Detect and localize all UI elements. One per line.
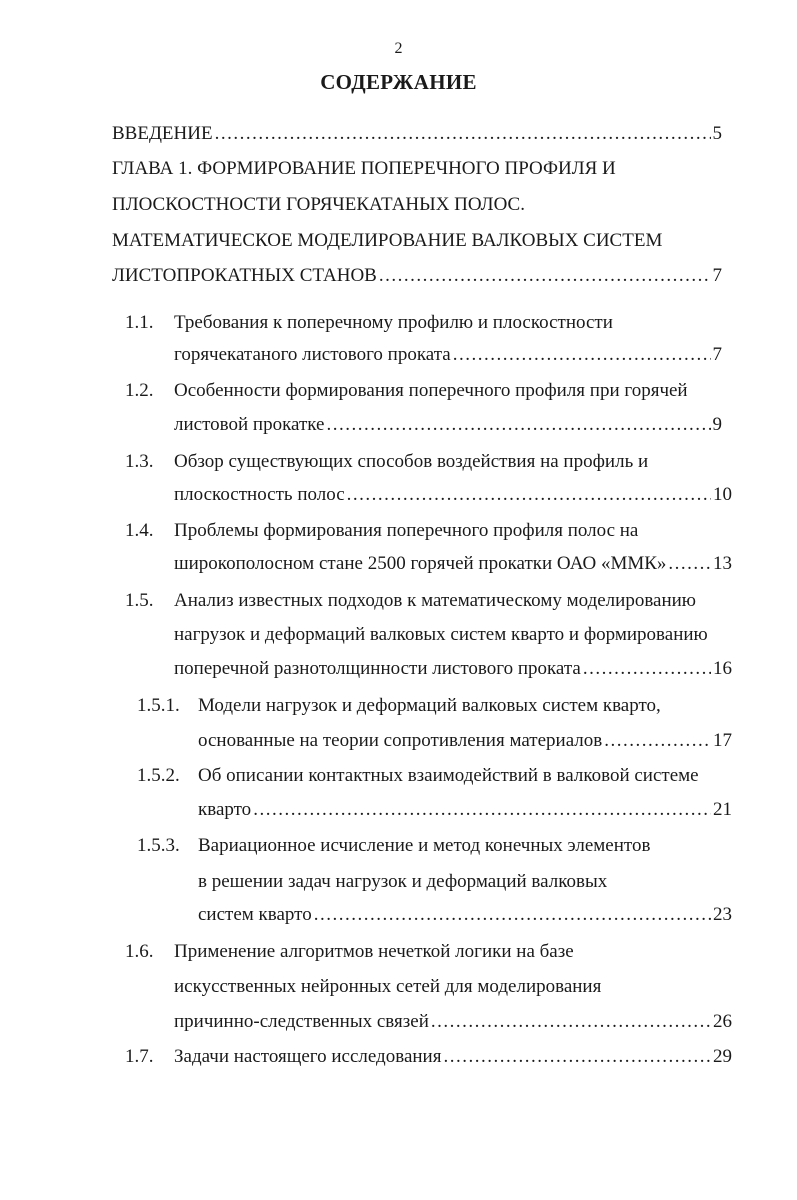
toc-section-line: Модели нагрузок и деформаций валковых систем кварто, (198, 695, 661, 716)
toc-entry-1-5 (174, 657, 732, 681)
toc-chapter-line: МАТЕМАТИЧЕСКОЕ МОДЕЛИРОВАНИЕ ВАЛКОВЫХ СИСТЕМ (112, 230, 663, 251)
toc-page-number: 21 (713, 799, 732, 820)
toc-section-number: 1.5.1. (137, 695, 180, 716)
toc-entry-text: систем кварто (198, 904, 312, 925)
toc-section-number: 1.4. (125, 520, 154, 541)
toc-section-line: Особенности формирования поперечного профиля при горячей (174, 380, 688, 401)
toc-chapter-line: ПЛОСКОСТНОСТИ ГОРЯЧЕКАТАНЫХ ПОЛОС. (112, 194, 525, 215)
toc-section-number: 1.6. (125, 941, 154, 962)
toc-entry-1-5-2 (198, 798, 732, 822)
toc-section-number: 1.5. (125, 590, 154, 611)
page-number: 2 (394, 40, 403, 57)
toc-page-number: 7 (712, 265, 722, 286)
toc-entry-text: листовой прокатке (174, 414, 325, 435)
toc-section-line: Об описании контактных взаимодействий в валковой системе (198, 765, 699, 786)
toc-entry-text: ВВЕДЕНИЕ (112, 123, 213, 144)
toc-leader-dots (453, 343, 711, 367)
toc-section-line: Обзор существующих способов воздействия на профиль и (174, 451, 649, 472)
toc-leader-dots (326, 413, 710, 437)
toc-section-line: Требования к поперечному профилю и плоскостности (174, 312, 613, 333)
toc-page-number: 16 (713, 658, 732, 679)
toc-entry-text: поперечной разнотолщинности листового проката (174, 658, 581, 679)
toc-section-line: искусственных нейронных сетей для моделирования (174, 976, 602, 997)
toc-entry-text: ЛИСТОПРОКАТНЫХ СТАНОВ (112, 265, 377, 286)
toc-leader-dots (604, 729, 711, 753)
toc-leader-dots (314, 903, 711, 927)
toc-entry-intro (112, 122, 722, 146)
toc-section-number: 1.3. (125, 451, 154, 472)
toc-section-number: 1.5.2. (137, 765, 180, 786)
toc-leader-dots (443, 1045, 711, 1069)
toc-chapter-line: ГЛАВА 1. ФОРМИРОВАНИЕ ПОПЕРЕЧНОГО ПРОФИЛЯ И (112, 158, 616, 179)
toc-section-line: нагрузок и деформаций валковых систем кварто и формированию (174, 624, 708, 645)
toc-section-line: в решении задач нагрузок и деформаций валковых (198, 871, 608, 892)
toc-entry-1-3 (174, 483, 732, 507)
toc-page-number: 5 (712, 123, 722, 144)
toc-section-line: Применение алгоритмов нечеткой логики на базе (174, 941, 574, 962)
toc-entry-1-6 (174, 1010, 732, 1034)
toc-entry-1-5-3 (198, 903, 732, 927)
toc-section-line: Анализ известных подходов к математическому моделированию (174, 590, 696, 611)
toc-entry-text: причинно-следственных связей (174, 1011, 429, 1032)
page-title: СОДЕРЖАНИЕ (320, 70, 477, 94)
toc-section-number: 1.1. (125, 312, 154, 333)
toc-leader-dots (379, 264, 711, 288)
toc-entry-1-7 (174, 1045, 732, 1069)
toc-leader-dots (215, 122, 711, 146)
toc-entry-text: широкополосном стане 2500 горячей прокатки ОАО «ММК» (174, 553, 667, 574)
toc-entry-text: кварто (198, 799, 252, 820)
toc-entry-1-5-1 (198, 729, 732, 753)
toc-leader-dots (347, 483, 711, 507)
toc-entry-chapter-1 (112, 264, 722, 288)
toc-page-number: 13 (713, 553, 732, 574)
toc-page-number: 9 (712, 414, 722, 435)
toc-entry-text: плоскостность полос (174, 484, 345, 505)
toc-section-number: 1.5.3. (137, 835, 180, 856)
toc-page-number: 29 (713, 1046, 732, 1067)
toc-page-number: 10 (713, 484, 732, 505)
toc-leader-dots (253, 798, 711, 822)
toc-entry-text: горячекатаного листового проката (174, 344, 451, 365)
toc-section-number: 1.2. (125, 380, 154, 401)
toc-leader-dots (583, 657, 711, 681)
toc-entry-1-4 (174, 552, 732, 576)
toc-page-number: 7 (712, 344, 722, 365)
toc-page-number: 26 (713, 1011, 732, 1032)
toc-page-number: 23 (713, 904, 732, 925)
toc-section-line: Проблемы формирования поперечного профиля полос на (174, 520, 639, 541)
toc-section-number: 1.7. (125, 1046, 154, 1067)
toc-entry-text: основанные на теории сопротивления материалов (198, 730, 603, 751)
toc-page-number: 17 (713, 730, 732, 751)
toc-entry-1-1 (174, 343, 722, 367)
toc-entry-1-2 (174, 413, 722, 437)
toc-section-line: Вариационное исчисление и метод конечных элементов (198, 835, 651, 856)
toc-leader-dots (668, 552, 711, 576)
toc-leader-dots (431, 1010, 711, 1034)
toc-entry-text: Задачи настоящего исследования (174, 1046, 442, 1067)
